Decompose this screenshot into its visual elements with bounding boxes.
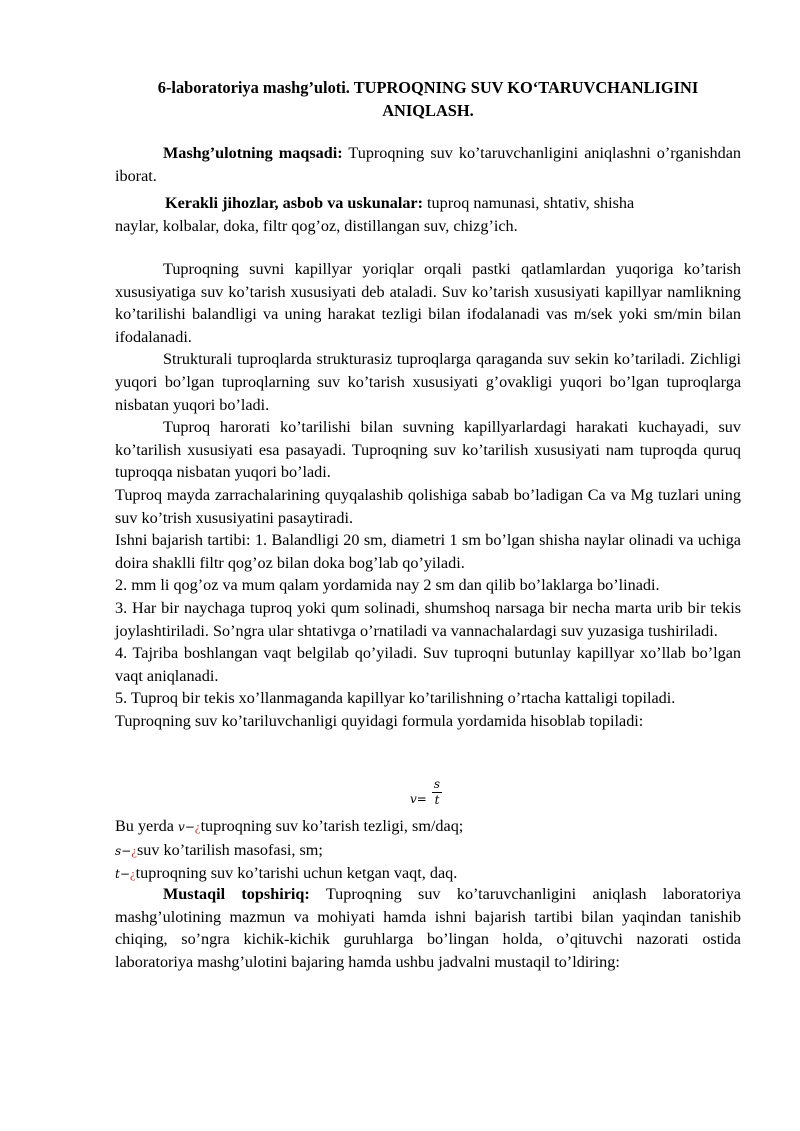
task-paragraph: [115, 883, 741, 973]
equipment-paragraph: [115, 192, 741, 237]
procedure-step-3: 3. Har bir naychaga tuproq yoki qum solinadi, shumshoq narsaga bir necha marta urib bir tekis joylashtiriladi. So’ngra ular shtativga o’rnatiladi va vannachalardagi suv yuzasiga tushiriladi.: [115, 598, 741, 640]
definitions-list: [115, 815, 741, 886]
page-title: [115, 76, 741, 122]
paragraph-salts: Tuproq mayda zarrachalarining quyqalashib qolishiga sabab bo’ladigan Ca va Mg tuzlari uning suv ko’trish xususiyatini pasaytiradi.: [115, 485, 741, 527]
definition-v: Bu yerda v−¿tuproqning suv ko’tarish tezligi, sm/daq;: [115, 817, 464, 835]
paragraph-1: Tuproqning suvni kapillyar yoriqlar orqali pastki qatlamlardan yuqoriga ko’tarish xususiyatiga suv ko’tarish xususiyati deb ataladi. Suv ko’tarish xususiyati kapillyar namlikning ko’tarilishi balandligi va uning harakat tezligi bilan ifodalanadi vas m/sek yoki sm/min bilan ifodalanadi.: [115, 260, 741, 346]
task-text: Tuproqning suv ko’taruvchanligini aniqlash laboratoriya mashg’ulotining mazmun va mohiyati hamda ishni bajarish tartibi bilan yaqindan tanishib chiqing, so’ngra kichik-kichik guruhlarga bo’lingan holda, o’qituvchi nazorati ostida laboratoriya mashg’ulotini bajaring hamda ushbu jadvalni mustaqil to’ldiring:: [115, 885, 741, 971]
procedure-step-5: 5. Tuproq bir tekis xo’llanmaganda kapillyar ko’tarilishning o’rtacha kattaligi topiladi.: [115, 689, 676, 708]
formula-denominator: t: [434, 793, 440, 807]
formula-fraction: [432, 778, 442, 807]
equipment-text-1: tuproq namunasi, shtativ, shisha: [423, 194, 635, 212]
definition-t: t−¿tuproqning suv ko’tarishi uchun ketgan vaqt, daq.: [115, 864, 458, 883]
title-line-1: 6-laboratoriya mashg’uloti. TUPROQNING SUV KO‘TARUVCHANLIGINI: [157, 78, 699, 97]
equipment-label: Kerakli jihozlar, asbob va uskunalar:: [165, 194, 423, 212]
paragraph-3: Tuproq harorati ko’tarilishi bilan suvning kapillyarlardagi harakati kuchayadi, suv ko’tarilish xususiyati esa pasayadi. Tuproqning suv ko’tarilish xususiyati nam tuproqda quruq tuproqqa nisbatan yuqori bo’ladi.: [115, 418, 741, 482]
equipment-line-1: [115, 192, 741, 215]
body-text: [115, 258, 741, 732]
purpose-label: Mashg’ulotning maqsadi:: [163, 144, 343, 162]
equipment-line-2: naylar, kolbalar, doka, filtr qog’oz, distillangan suv, chizg’ich.: [115, 216, 518, 235]
purpose-text: Tuproqning suv ko’taruvchanligini aniqlashni o’rganishdan iborat.: [115, 144, 741, 185]
title-line-2: ANIQLASH.: [382, 101, 474, 120]
procedure-step-1: Ishni bajarish tartibi: 1. Balandligi 20 sm, diametri 1 sm bo’lgan shisha naylar olinadi va uchiga doira shaklli filtr qog’oz bilan doka bog’lab qo’yiladi.: [115, 531, 741, 572]
purpose-paragraph: [115, 142, 741, 187]
paragraph-2: Strukturali tuproqlarda strukturasiz tuproqlarga qaraganda suv sekin ko’tariladi. Zichligi yuqori bo’lgan tuproqlarning suv ko’tarish xususiyati g’ovakligi yuqori bo’lgan tuproqlarga nisbatan yuqori bo’ladi.: [115, 350, 741, 414]
formula-lhs: v=: [410, 792, 427, 806]
procedure-step-4: 4. Tajriba boshlangan vaqt belgilab qo’yiladi. Suv tuproqni butunlay kapillyar xo’llab bo’lgan vaqt aniqlanadi.: [115, 644, 741, 685]
formula-intro: Tuproqning suv ko’tariluvchanligi quyidagi formula yordamida hisoblab topiladi:: [115, 711, 644, 730]
velocity-formula: [410, 778, 470, 812]
task-label: Mustaqil topshiriq:: [163, 885, 310, 903]
definition-s: s−¿suv ko’tarilish masofasi, sm;: [115, 840, 323, 859]
procedure-step-2: 2. mm li qog’oz va mum qalam yordamida nay 2 sm dan qilib bo’laklarga bo’linadi.: [115, 576, 660, 595]
formula-numerator: s: [433, 777, 441, 791]
